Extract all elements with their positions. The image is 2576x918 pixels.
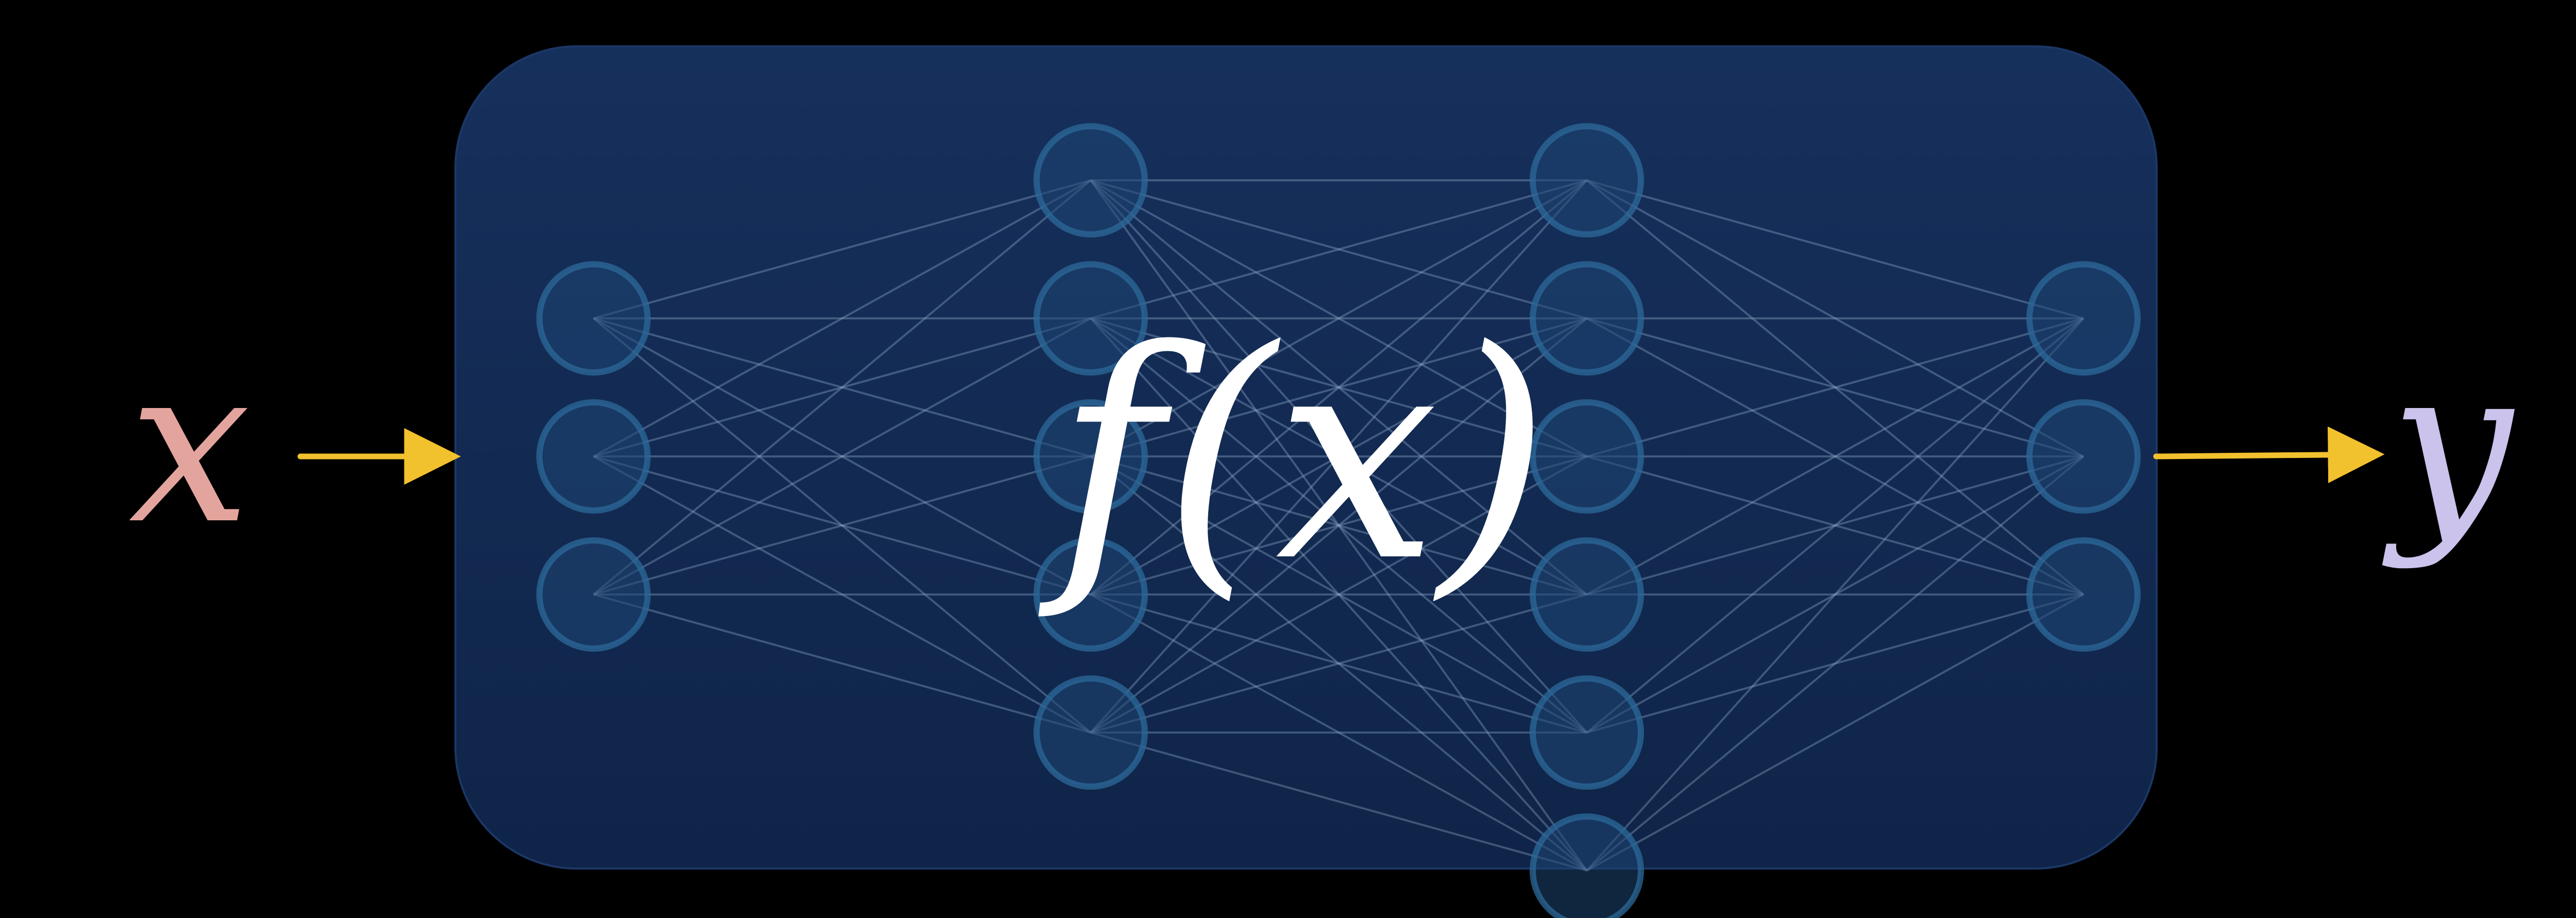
node-hidden-1-0 [1037,126,1145,234]
node-input-2 [539,540,648,649]
node-output-1 [2029,402,2138,511]
input-label: x [128,320,251,572]
output-label: y [2390,320,2513,572]
node-hidden-2-4 [1533,678,1641,787]
node-output-0 [2029,264,2138,372]
node-hidden-2-5 [1533,817,1641,918]
node-input-0 [539,264,648,372]
function-label: f(x) [1056,289,1551,625]
node-hidden-2-0 [1533,126,1641,234]
node-hidden-1-4 [1037,678,1145,787]
node-input-1 [539,402,648,511]
node-output-2 [2029,540,2138,649]
output-arrow [2156,454,2376,456]
